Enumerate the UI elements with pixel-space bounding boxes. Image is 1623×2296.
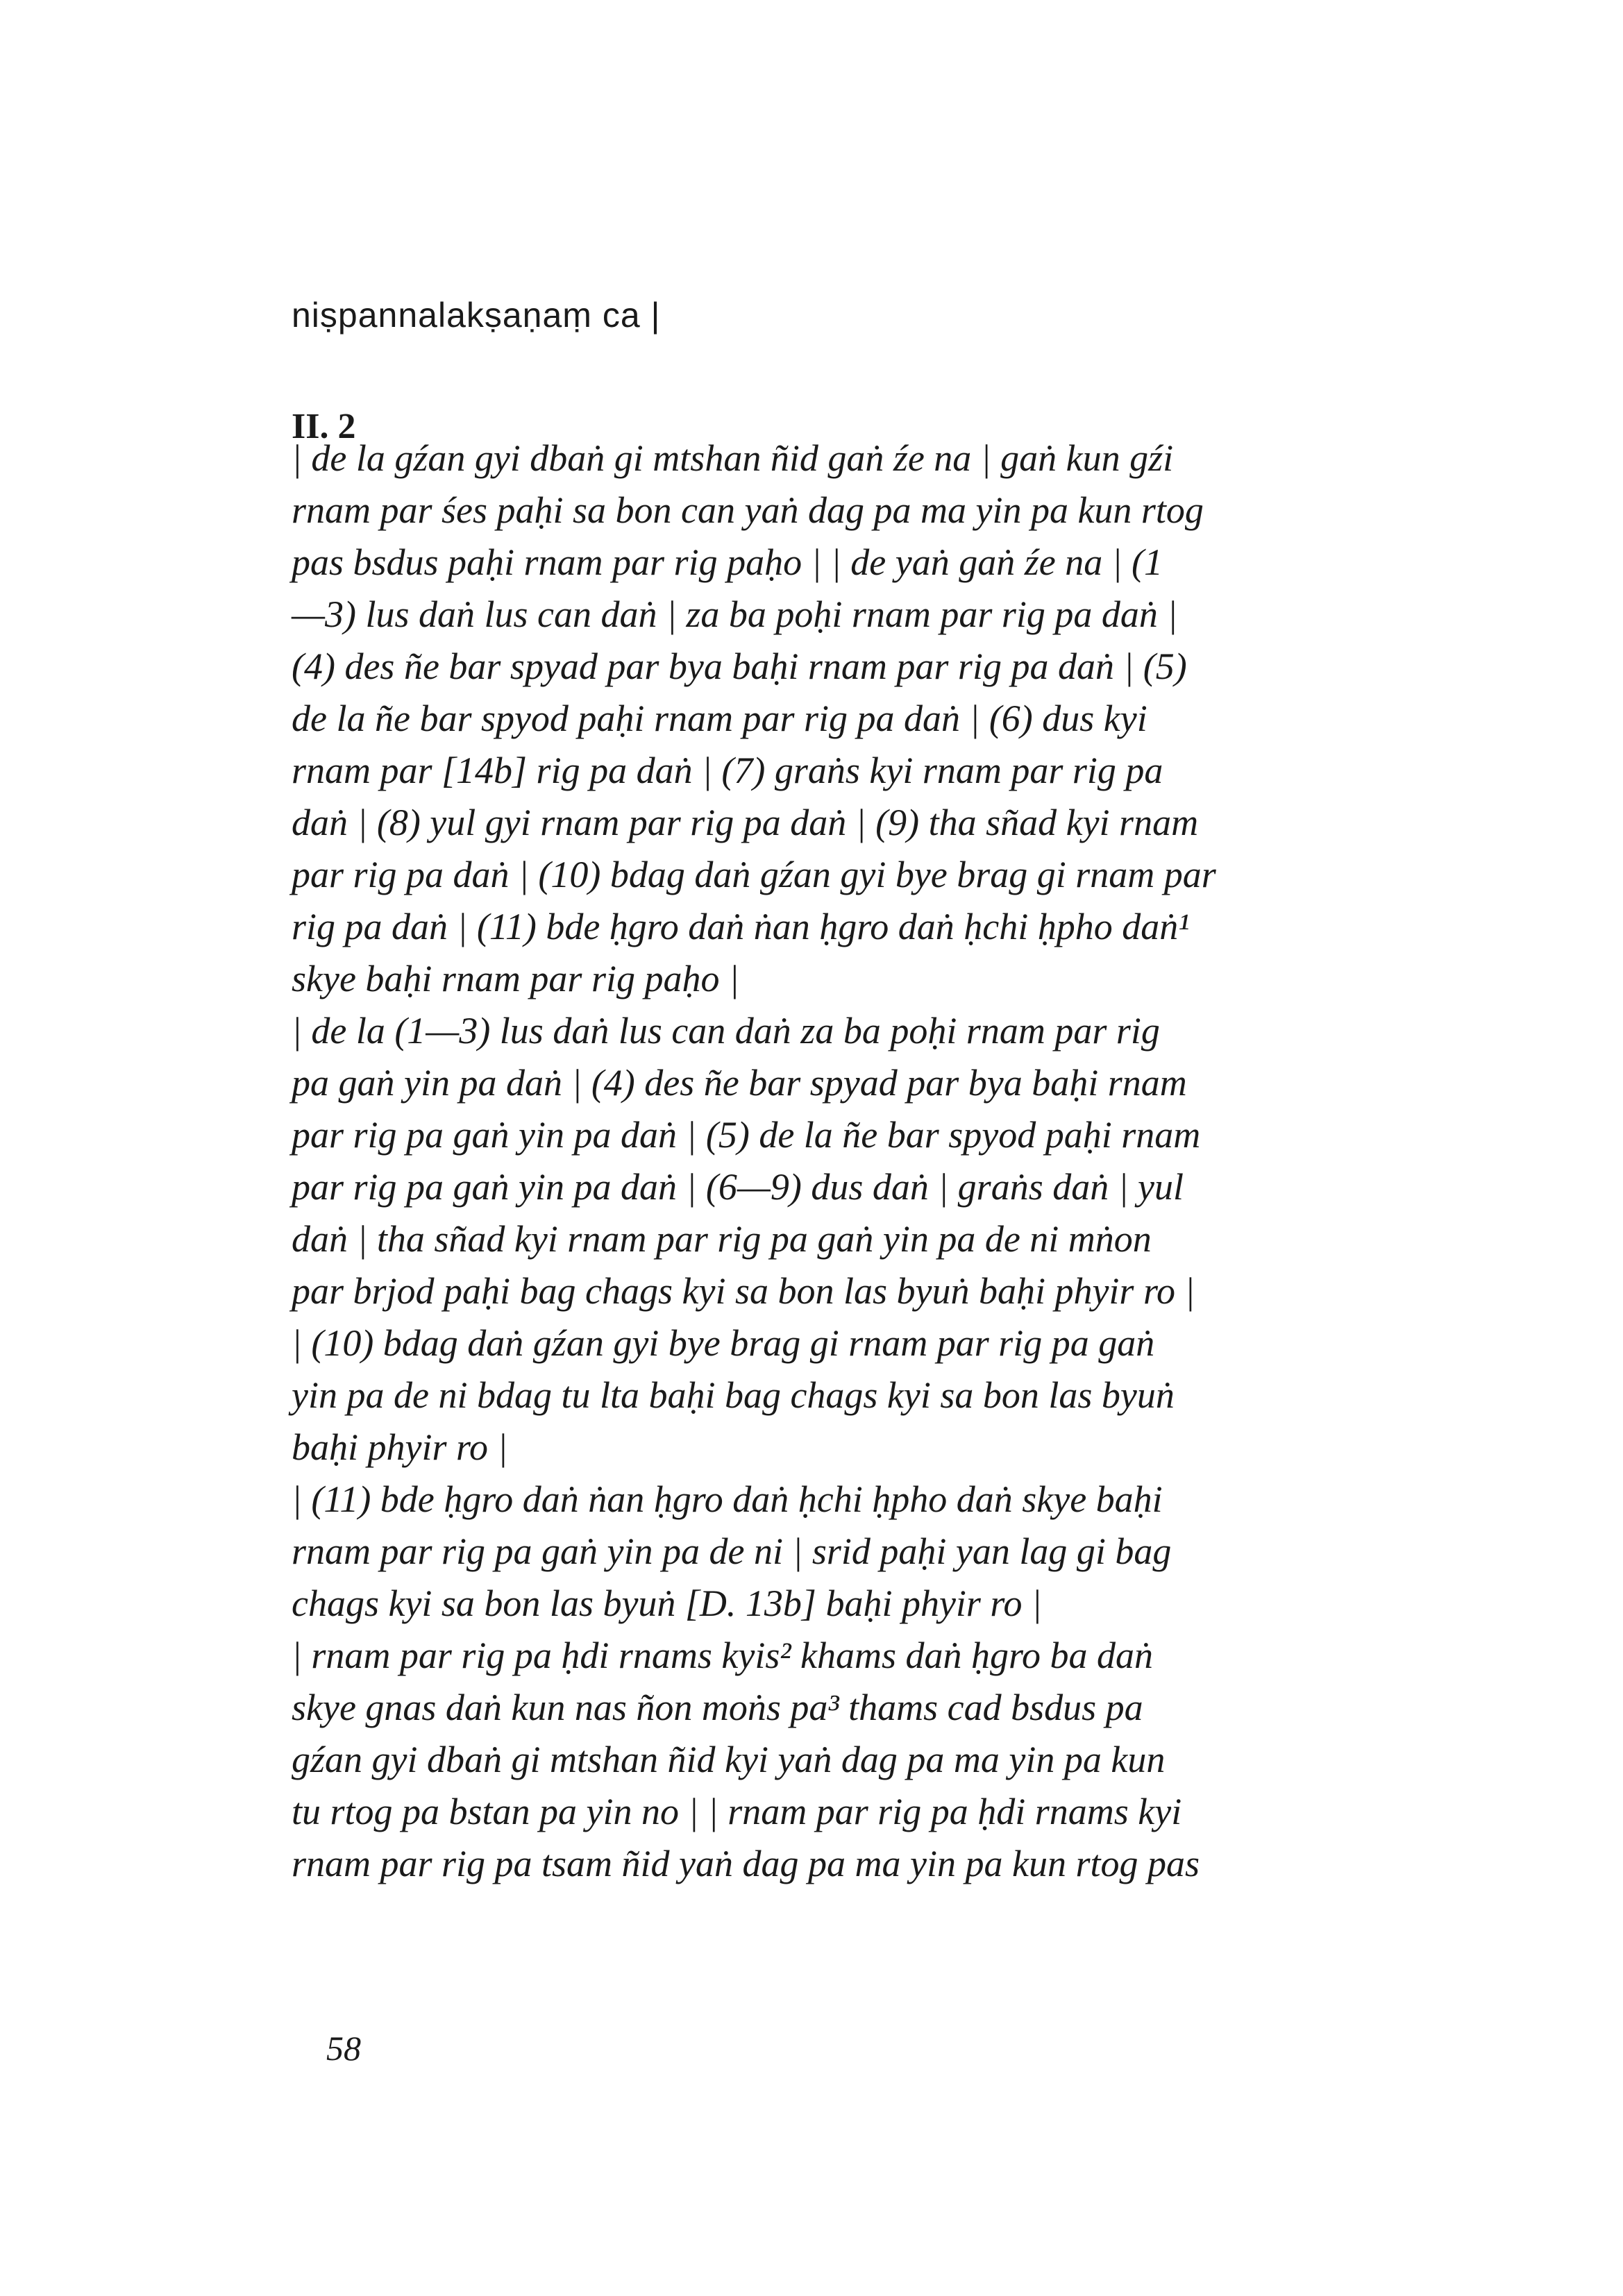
text-line: | de la (1—3) lus daṅ lus can daṅ za ba poḥi rnam par rig (292, 1010, 1160, 1052)
text-line: gźan gyi dbaṅ gi mtshan ñid kyi yaṅ dag pa ma yin pa kun (292, 1739, 1166, 1780)
running-title: niṣpannalakṣaṇaṃ ca | (292, 296, 661, 335)
text-line: rnam par [14b] rig pa daṅ | (7) graṅs kyi rnam par rig pa (292, 750, 1163, 791)
text-line: baḥi phyir ro | (292, 1426, 508, 1468)
text-line: (4) des ñe bar spyad par bya baḥi rnam par rig pa daṅ | (5) (292, 645, 1187, 687)
text-line: | (10) bdag daṅ gźan gyi bye brag gi rnam par rig pa gaṅ (292, 1322, 1155, 1364)
text-line: | (11) bde ḥgro daṅ ṅan ḥgro daṅ ḥchi ḥpho daṅ skye baḥi (292, 1478, 1163, 1520)
text-line: pas bsdus paḥi rnam par rig paḥo | | de yaṅ gaṅ źe na | (1 (292, 541, 1163, 583)
text-line: par brjod paḥi bag chags kyi sa bon las byuṅ baḥi phyir ro | (292, 1270, 1195, 1312)
text-line: de la ñe bar spyod paḥi rnam par rig pa daṅ | (6) dus kyi (292, 698, 1147, 739)
text-line: rnam par rig pa tsam ñid yaṅ dag pa ma yin pa kun rtog pas (292, 1843, 1200, 1884)
text-line: skye baḥi rnam par rig paḥo | (292, 958, 739, 999)
text-line: par rig pa daṅ | (10) bdag daṅ gźan gyi bye brag gi rnam par (292, 854, 1216, 895)
text-line: rig pa daṅ | (11) bde ḥgro daṅ ṅan ḥgro daṅ ḥchi ḥpho daṅ¹ (292, 906, 1190, 947)
text-line: daṅ | tha sñad kyi rnam par rig pa gaṅ yin pa de ni mṅon (292, 1218, 1152, 1260)
text-line: chags kyi sa bon las byuṅ [D. 13b] baḥi phyir ro | (292, 1582, 1042, 1624)
text-line: yin pa de ni bdag tu lta baḥi bag chags kyi sa bon las byuṅ (292, 1374, 1175, 1416)
section-label: II. 2 (292, 407, 356, 446)
text-line: rnam par śes paḥi sa bon can yaṅ dag pa ma yin pa kun rtog (292, 489, 1204, 531)
text-line: daṅ | (8) yul gyi rnam par rig pa daṅ | (9) tha sñad kyi rnam (292, 802, 1199, 843)
text-line: | de la gźan gyi dbaṅ gi mtshan ñid gaṅ źe na | gaṅ kun gźi (292, 437, 1174, 479)
text-line: par rig pa gaṅ yin pa daṅ | (6—9) dus daṅ | graṅs daṅ | yul (292, 1166, 1184, 1208)
text-line: skye gnas daṅ kun nas ñon moṅs pa³ thams cad bsdus pa (292, 1687, 1143, 1728)
text-line: pa gaṅ yin pa daṅ | (4) des ñe bar spyad par bya baḥi rnam (292, 1062, 1187, 1104)
text-line: | rnam par rig pa ḥdi rnams kyis² khams daṅ ḥgro ba daṅ (292, 1635, 1154, 1676)
text-line: —3) lus daṅ lus can daṅ | za ba poḥi rnam par rig pa daṅ | (292, 593, 1178, 635)
page-number: 58 (326, 2029, 361, 2068)
text-line: par rig pa gaṅ yin pa daṅ | (5) de la ñe bar spyod paḥi rnam (292, 1114, 1201, 1156)
text-line: tu rtog pa bstan pa yin no | | rnam par rig pa ḥdi rnams kyi (292, 1791, 1182, 1832)
text-line: rnam par rig pa gaṅ yin pa de ni | srid paḥi yan lag gi bag (292, 1530, 1172, 1572)
